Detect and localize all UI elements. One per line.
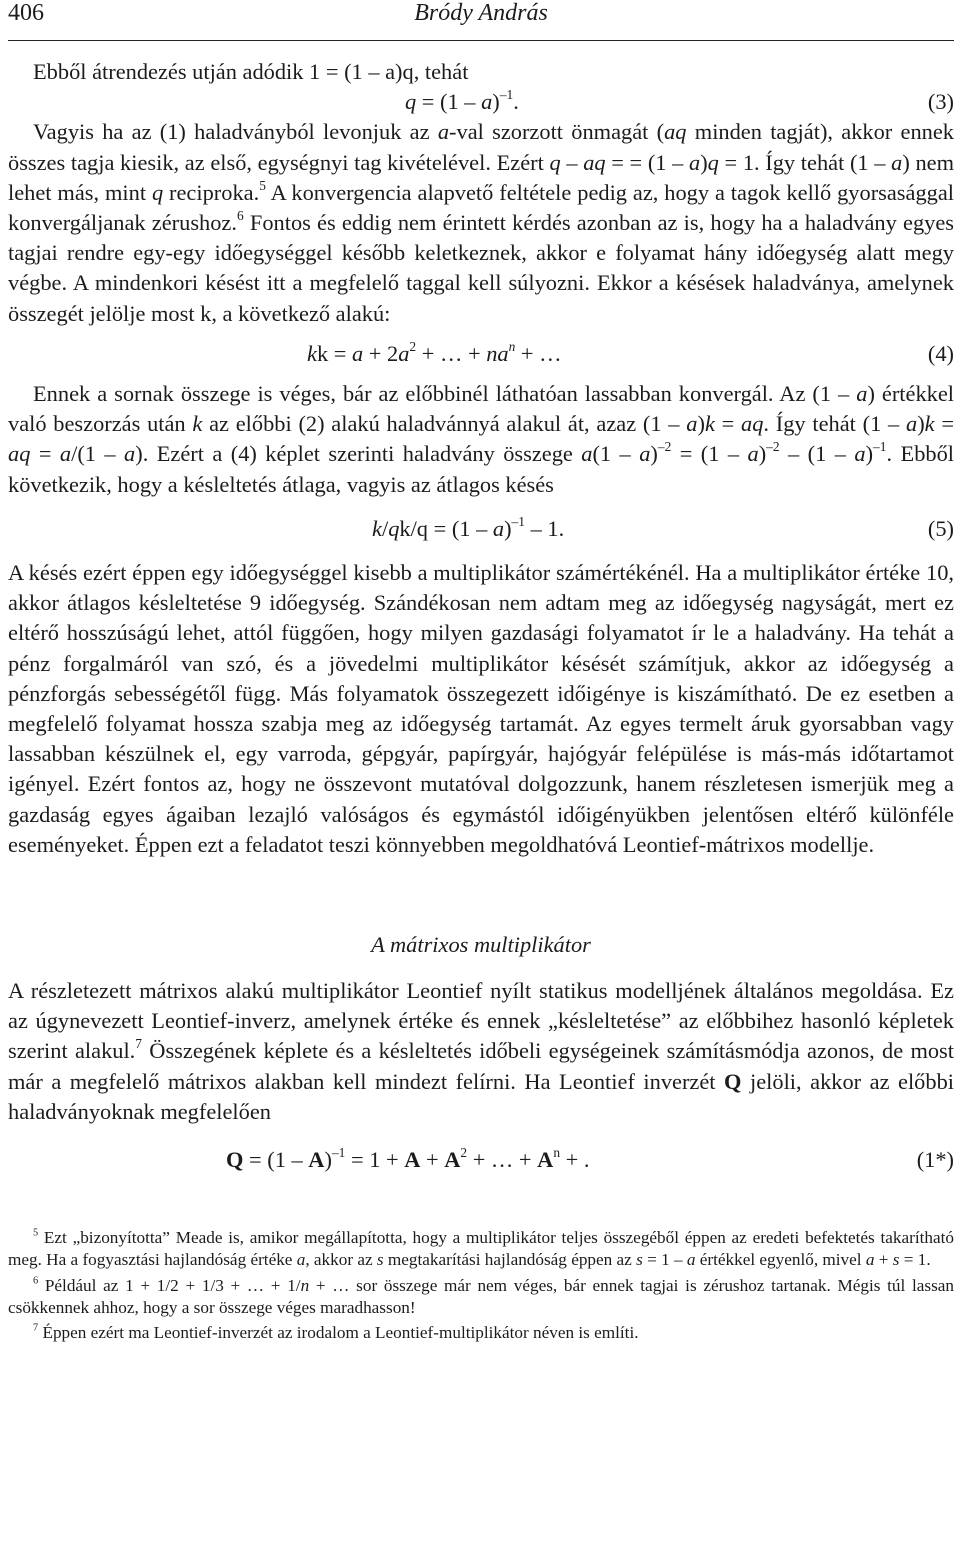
equation-3-expr: q = (1 – a)$^{-1}$. (405, 87, 519, 115)
equation-1star-expr: $Q = (1 - A)^{-1} = 1 + A + A^2$ + … + $A^n$ + . (226, 1144, 590, 1173)
section-title: A mátrixos multiplikátor (371, 932, 591, 958)
footnote-7: $^7$ Éppen ezért ma Leontief-inverzét az irodalom a Leontief-multiplikátor néven is említi. (33, 1322, 639, 1343)
page-number: 406 (8, 0, 44, 26)
paragraph-4: A késés ezért éppen egy időegységgel kisebb a multiplikátor számértékénél. Ha a multiplikátor értéke 10, akkor átlagos késleltetése 9 időegység. Szándékosan nem adtam meg az időegység nagyságát, mert ez eltérő hosszúságú lehet, attól függően, hogy milyen gazdasági folyamatot ír le a haladvány. Ha tehát a pénz forgalmáról van szó, és a jövedelmi multiplikátor késését számítjuk, akkor az időegység a pénzforgás sebességétől függ. Más folyamatok összegezett időigénye is kiszámítható. De ez esetben a megfelelő folyamat hossza szabja meg az időegység tartamát. Az egyes termelt áruk gyorsabban vagy lassabban készülnek el, egy varroda, gépgyár, papírgyár, hajógyár felépülése is más-más időtartamot igényel. Ezért fontos az, hogy ne összevont mutatóval dolgozzunk, hanem részletesen ismerjük meg a gazdaság egyes ágaiban lezajló valóságos és egymástól időigényükben jelentősen eltérő különféle eseményeket. Éppen ezt a feladatot teszi könnyebben megoldhatóvá Leontief-mátrixos modellje. (8, 560, 954, 857)
footnote-ref-5[interactable]: 5 (259, 177, 266, 193)
equation-5-label: (5) (927, 515, 954, 541)
footnote-ref-7[interactable]: 7 (135, 1036, 142, 1052)
footnote-6: $^6$ Például az 1 + 1/2 + 1/3 + … + 1/n + … sor összege már nem véges, bár ennek tagjai is zérushoz tartanak. Mégis túl lassan csökkennek ahhoz, hogy a sor összege véges maradhasson! (8, 1274, 954, 1317)
footnote-ref-6[interactable]: 6 (236, 207, 244, 223)
footnote-5: $^5$ Ezt „bizonyította” Meade is, amikor megállapította, hogy a multiplikátor teljes összegéből éppen az eredeti befektetés takarítható meg. Ha a fogyasztási hajlandóság értéke a, akkor az s megtakarítási hajlandóság éppen az s = 1 – a értékkel egyenlő, mivel a + s = 1. (8, 1227, 954, 1270)
equation-1star (8, 1145, 954, 1175)
equation-5-expr: k/qk/q = (1 – a)$^{-1}$ – 1. (372, 513, 565, 541)
paragraph-3: Ennek a sornak összege is véges, bár az előbbinél láthatóan lassabban konvergál. Az (1 – a) értékkel való beszorzás után k az előbbi (2) alakú haladvánnyá alakul át, azaz (1 – a)k = aq. Így tehát (1 – a)k = aq = a/(1 – a). Ezért a (4) képlet szerinti haladvány összege a(1 – a)$^{-2}$ = (1 – a)$^{-2}$ – (1 – a)$^{-1}$. Ebből következik, hogy a késleltetés átlaga, vagyis az átlagos késés (8, 381, 955, 497)
equation-3 (8, 87, 954, 117)
page (8, 0, 954, 1344)
equation-4-expr: kk = $a + 2a^2$ + … + $na^n$ + … (307, 338, 562, 366)
equation-4 (8, 339, 954, 369)
footnotes (8, 1227, 954, 1344)
running-head: Bródy András (414, 0, 548, 26)
paragraph-2: Vagyis ha az (1) haladványból levonjuk az a-val szorzott önmagát (aq minden tagját), akkor ennek összes tagja kiesik, az első, egységnyi tag kivételével. Ezért q – aq = = (1 – a)q = 1. Így tehát (1 – a) nem lehet más, mint q reciproka.$^5$ A konvergencia alapvető feltétele pedig az, hogy a tagok kellő gyorsasággal konvergáljanak zérushoz.$^6$ Fontos és eddig nem érintett kérdés azonban az is, hogy ha a haladvány egyes tagjai rendre egy-egy időegységgel később keletkeznek, akkor e folyamat hány időegység alatt megy végbe. A mindenkori késést itt a megfelelő taggal kell súlyozni. Ekkor a késések haladványa, amelynek összegét jelölje most k, a következő alakú: (8, 119, 955, 326)
equation-1star-label: (1*) (916, 1147, 954, 1173)
page-header (8, 0, 954, 41)
equation-5 (8, 514, 954, 544)
equation-4-label: (4) (927, 340, 954, 366)
paragraph-1: Ebből átrendezés utján adódik 1 = (1 – a)q, tehát (33, 59, 469, 84)
equation-3-label: (3) (927, 89, 954, 115)
paragraph-5: A részletezett mátrixos alakú multiplikátor Leontief nyílt statikus modelljének általános megoldása. Ez az úgynevezett Leontief-inverz, amelynek értéke és ennek „késleltetése” az előbbihez hasonló képletek szerint alakul.$^7$ Összegének képlete és a késleltetés időbeli egységeinek számításmódja azonos, de most már a megfelelő mátrixos alakban kell mindezt felírni. Ha Leontief inverzét Q jelöli, akkor az előbbi haladványoknak megfelelően (8, 978, 954, 1124)
